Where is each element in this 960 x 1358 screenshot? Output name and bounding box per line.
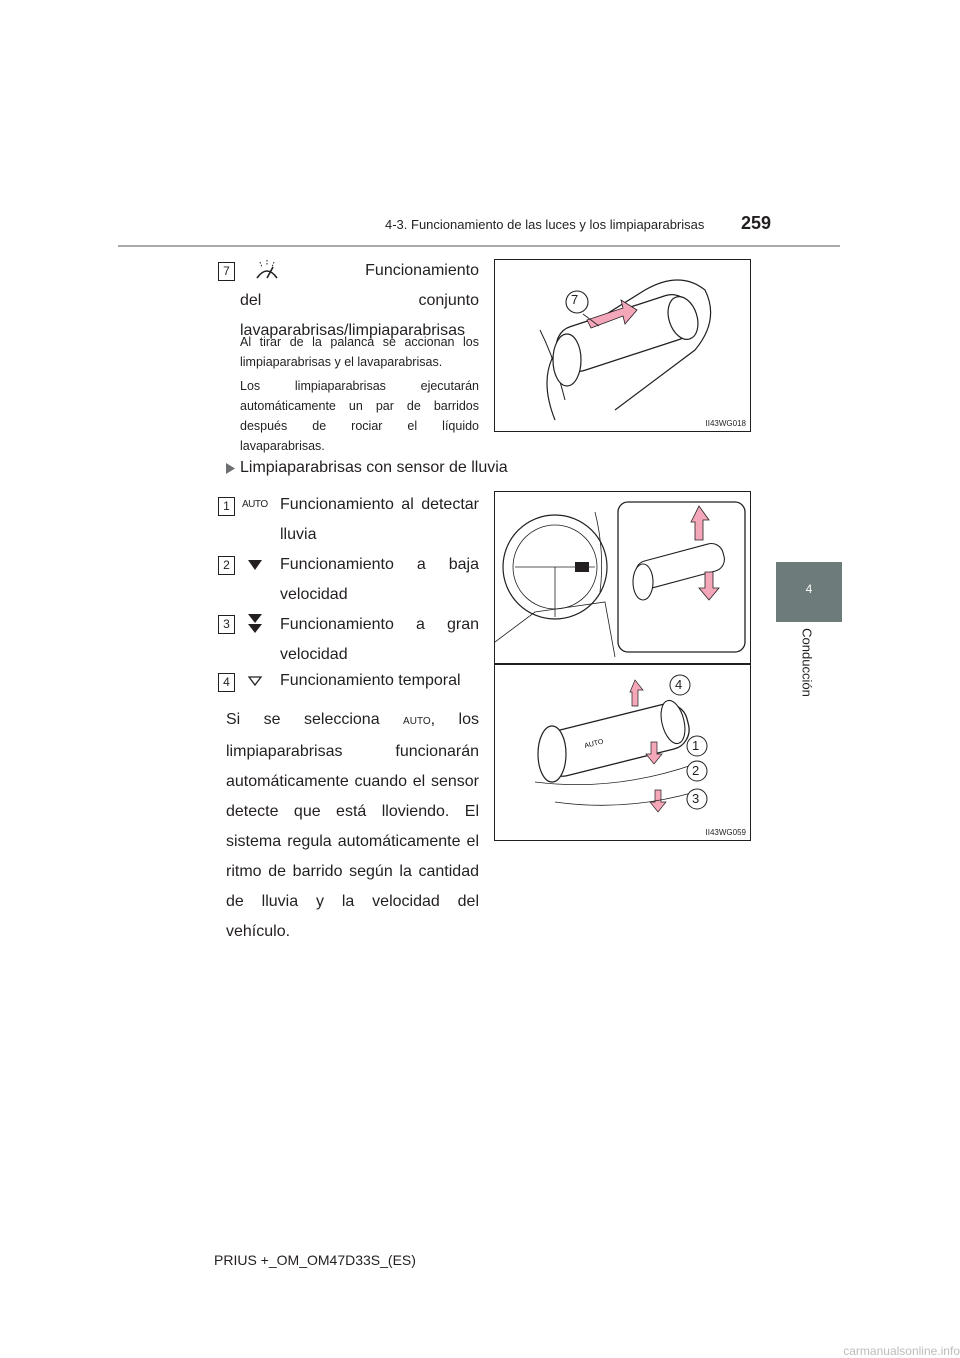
subheading: Limpiaparabrisas con sensor de lluvia bbox=[240, 459, 508, 476]
figure1-code: II43WG018 bbox=[705, 419, 746, 428]
paragraph-after: , los limpiaparabrisas funcionarán automáticamente cuando el sensor detecte que está lloviendo. El sistema regula automáticamente el ritmo de barrido según la cantidad de lluvia y la velocidad del vehículo. bbox=[226, 711, 479, 940]
item-number-4: 4 bbox=[218, 673, 235, 692]
washer-wiper-icon bbox=[254, 259, 280, 283]
figure2-callout-4: 4 bbox=[675, 677, 683, 692]
item-number-2: 2 bbox=[218, 556, 235, 575]
item1-text: Funcionamiento al detectar lluvia bbox=[280, 496, 479, 543]
high-speed-icon bbox=[248, 614, 262, 634]
item3-text: Funcionamiento a gran velocidad bbox=[280, 616, 479, 663]
figure2-callout-2: 2 bbox=[692, 763, 700, 778]
figure-washer-lever bbox=[494, 259, 751, 432]
washer-lever-illustration bbox=[495, 260, 750, 431]
header-divider bbox=[118, 245, 840, 247]
rain-sensor-illustration bbox=[495, 492, 750, 840]
item-number-7: 7 bbox=[218, 262, 235, 281]
section-title: 4-3. Funcionamiento de las luces y los limpiaparabrisas bbox=[385, 217, 705, 232]
item-number-1: 1 bbox=[218, 497, 235, 516]
figure2-callout-3: 3 bbox=[692, 791, 700, 806]
triangle-bullet-icon bbox=[226, 463, 235, 474]
item7-title: Funcionamiento conjunto bbox=[365, 262, 479, 309]
item7-note-2: Los limpiaparabrisas ejecutarán automáticamente un par de barridos después de rociar el líquido lavaparabrisas. bbox=[240, 379, 479, 453]
low-speed-icon bbox=[248, 560, 262, 570]
auto-icon: AUTO bbox=[242, 499, 268, 510]
figure2-code: II43WG059 bbox=[705, 828, 746, 837]
chapter-number: 4 bbox=[805, 582, 813, 596]
item7-note-1: Al tirar de la palanca se accionan los limpiaparabrisas y el lavaparabrisas. bbox=[240, 335, 479, 369]
body-paragraph bbox=[226, 705, 479, 947]
chapter-label-text: Conducción bbox=[799, 628, 815, 697]
item7-title-rest: del lavaparabrisas/limpiaparabrisas bbox=[240, 292, 465, 339]
paragraph-before: Si se selecciona bbox=[226, 711, 380, 728]
item4-text: Funcionamiento temporal bbox=[280, 672, 461, 689]
auto-inline-icon: AUTO bbox=[403, 716, 431, 727]
footer-doc-id: PRIUS +_OM_OM47D33S_(ES) bbox=[214, 1252, 416, 1268]
item-number-3: 3 bbox=[218, 615, 235, 634]
lever-auto-label: AUTO bbox=[583, 738, 605, 750]
mist-icon bbox=[248, 676, 262, 686]
figure-rain-sensor-lever bbox=[494, 491, 751, 841]
chapter-tab bbox=[776, 562, 842, 622]
figure1-callout: 7 bbox=[571, 292, 579, 307]
watermark: carmanualsonline.info bbox=[843, 1344, 960, 1358]
page-number: 259 bbox=[741, 213, 772, 233]
item2-text: Funcionamiento a baja velocidad bbox=[280, 556, 479, 603]
chapter-label bbox=[799, 628, 815, 698]
figure2-callout-1: 1 bbox=[692, 738, 700, 753]
